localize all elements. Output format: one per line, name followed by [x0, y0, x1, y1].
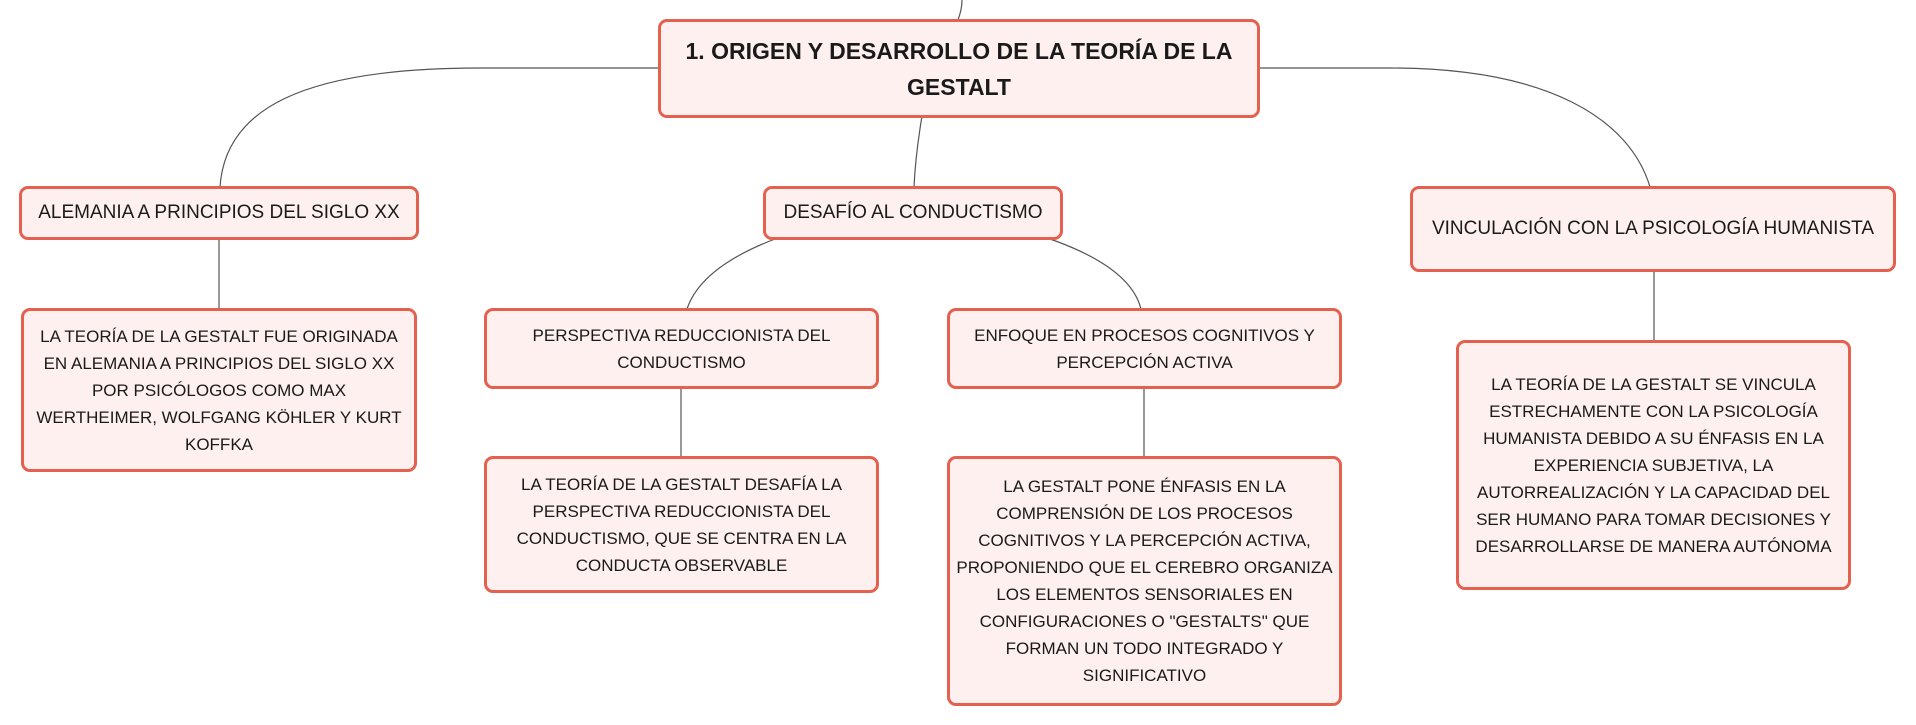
subtopic-perspectiva-label: PERSPECTIVA REDUCCIONISTA DEL CONDUCTISMO: [532, 325, 831, 372]
connector-root-desafio: [914, 116, 922, 187]
topic-desafio[interactable]: [763, 186, 1063, 240]
topic-desafio-label: DESAFÍO AL CONDUCTISMO: [783, 202, 1043, 223]
root-node[interactable]: [658, 19, 1260, 118]
detail-enfoque[interactable]: [947, 456, 1342, 706]
detail-enfoque-text: LA GESTALT PONE ÉNFASIS EN LA COMPRENSIÓN DE LOS PROCESOS COGNITIVOS Y LA PERCEPCIÓN ACTIVA, PROPONIENDO QUE EL CEREBRO ORGANIZA LOS ELEMENTOS SENSORIALES EN CONFIGURACIONES O "GESTALTS" QUE FORMAN UN TODO INTEGRADO Y SIGNIFICATIVO: [956, 477, 1333, 685]
topic-alemania-label: ALEMANIA A PRINCIPIOS DEL SIGLO XX: [38, 202, 400, 223]
subtopic-enfoque-label: ENFOQUE EN PROCESOS COGNITIVOS Y PERCEPCIÓN ACTIVA: [974, 325, 1315, 372]
topic-alemania[interactable]: [19, 186, 419, 240]
root-node-label: 1. ORIGEN Y DESARROLLO DE LA TEORÍA DE LA GESTALT: [685, 37, 1233, 100]
connector-desafio-enfoque: [1050, 239, 1141, 309]
detail-alemania-text: LA TEORÍA DE LA GESTALT FUE ORIGINADA EN ALEMANIA A PRINCIPIOS DEL SIGLO XX POR PSICÓLOGOS COMO MAX WERTHEIMER, WOLFGANG KÖHLER Y KURT KOFFKA: [36, 326, 402, 454]
detail-alemania[interactable]: [21, 308, 417, 472]
connector-desafio-perspectiva: [687, 239, 775, 309]
detail-vinculacion[interactable]: [1456, 340, 1851, 590]
detail-perspectiva[interactable]: [484, 456, 879, 593]
detail-perspectiva-text: LA TEORÍA DE LA GESTALT DESAFÍA LA PERSPECTIVA REDUCCIONISTA DEL CONDUCTISMO, QUE SE CENTRA EN LA CONDUCTA OBSERVABLE: [516, 474, 847, 575]
connector-root-vinculacion: [1258, 68, 1650, 187]
detail-vinculacion-text: LA TEORÍA DE LA GESTALT SE VINCULA ESTRECHAMENTE CON LA PSICOLOGÍA HUMANISTA DEBIDO A SU ÉNFASIS EN LA EXPERIENCIA SUBJETIVA, LA AUTORREALIZACIÓN Y LA CAPACIDAD DEL SER HUMANO PARA TOMAR DECISIONES Y DESARROLLARSE DE MANERA AUTÓNOMA: [1475, 374, 1832, 556]
subtopic-enfoque[interactable]: [947, 308, 1342, 389]
topic-vinculacion-label: VINCULACIÓN CON LA PSICOLOGÍA HUMANISTA: [1431, 218, 1875, 239]
subtopic-perspectiva[interactable]: [484, 308, 879, 389]
connector-parent-root: [958, 0, 962, 20]
connector-root-alemania: [220, 68, 660, 187]
topic-vinculacion[interactable]: [1410, 186, 1896, 272]
